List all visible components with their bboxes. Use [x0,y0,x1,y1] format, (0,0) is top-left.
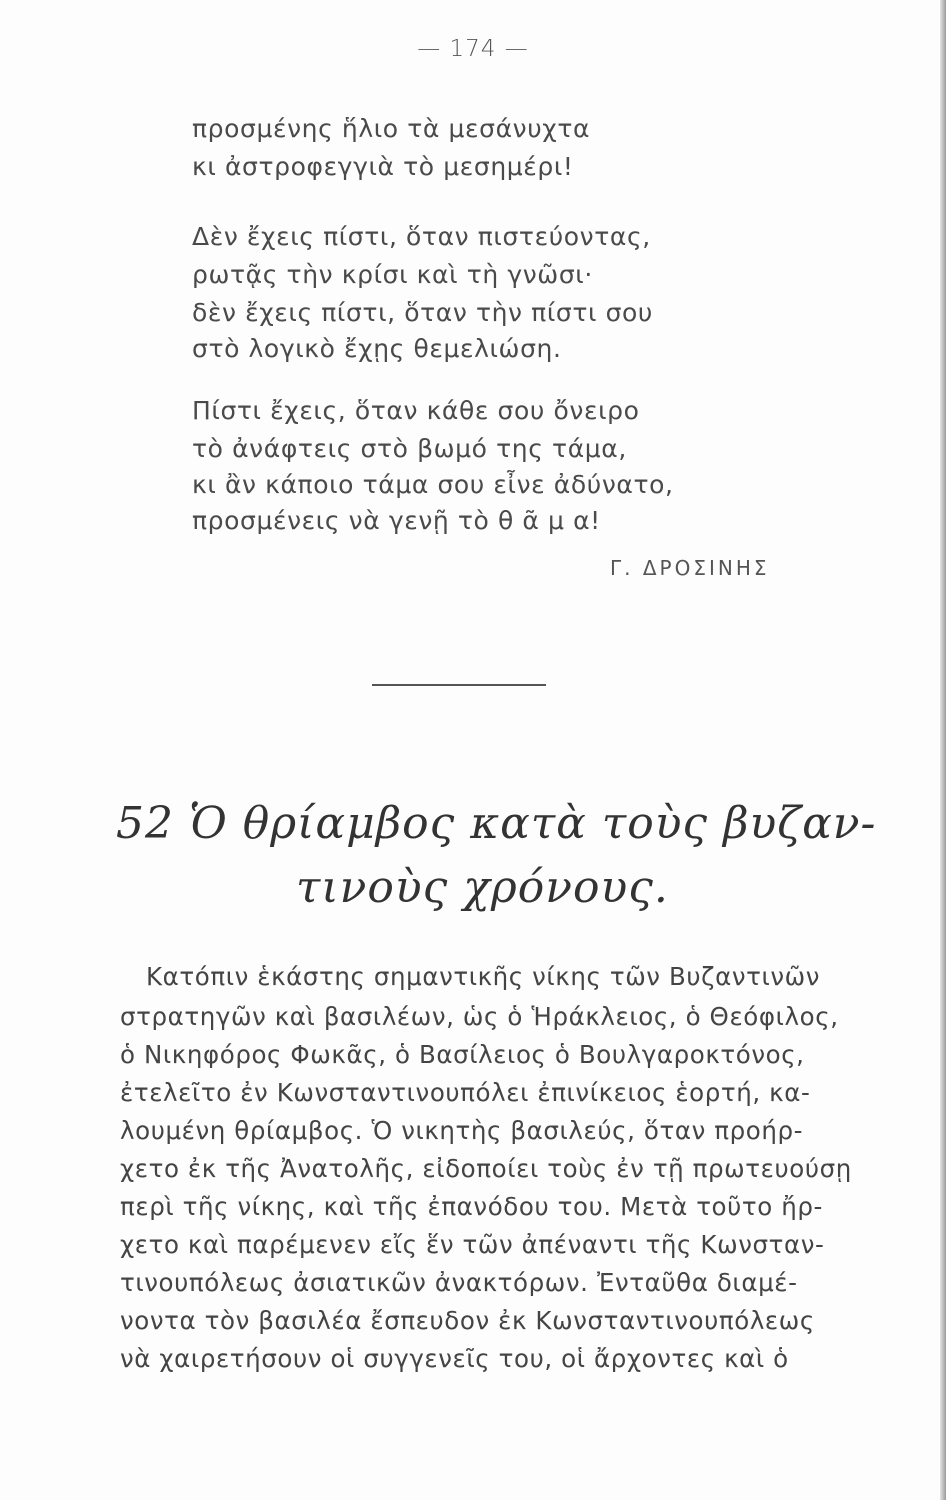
paragraph-line: νὰ χαιρετήσουν οἱ συγγενεῖς του, οἱ ἄρχοντες καὶ ὁ [120,1344,789,1373]
paragraph-line: χετο ἐκ τῆς Ἀνατολῆς, εἰδοποίει τοὺς ἐν τῇ πρωτευούσῃ [120,1154,852,1183]
paragraph-line: περὶ τῆς νίκης, καὶ τῆς ἐπανόδου του. Μετὰ τοῦτο ἤρ- [120,1192,823,1221]
paragraph-line: ὁ Νικηφόρος Φωκᾶς, ὁ Βασίλειος ὁ Βουλγαροκτόνος, [120,1040,805,1069]
poem-line: κι ἂν κάποιο τάμα σου εἶνε ἀδύνατο, [192,470,674,499]
poem-line: Πίστι ἔχεις, ὅταν κάθε σου ὄνειρο [192,396,640,425]
poem-line: ρωτᾷς τὴν κρίσι καὶ τὴ γνῶσι· [192,260,593,289]
paragraph-line: χετο καὶ παρέμενεν εἴς ἕν τῶν ἀπέναντι τῆς Κωνσταν- [120,1230,825,1259]
section-divider [372,684,546,686]
poem-line: προσμένεις νὰ γενῇ τὸ θ ᾶ μ α! [192,506,601,535]
poem-line: τὸ ἀνάφτεις στὸ βωμό της τάμα, [192,434,627,463]
poem-line: δὲν ἔχεις πίστι, ὅταν τὴν πίστι σου [192,298,653,327]
poem-author: Γ. ΔΡΟΣΙΝΗΣ [610,556,770,580]
paragraph-line: λουμένη θρίαμβος. Ὁ νικητὴς βασιλεύς, ὅταν προήρ- [120,1116,804,1145]
poem-line: προσμένης ἥλιο τὰ μεσάνυχτα [192,114,591,143]
poem-line: στὸ λογικὸ ἔχῃς θεμελιώση. [192,334,562,363]
paragraph-line: τινουπόλεως ἀσιατικῶν ἀνακτόρων. Ἐνταῦθα διαμέ- [120,1268,798,1297]
poem-line: κι ἀστροφεγγιὰ τὸ μεσημέρι! [192,152,574,181]
section-heading-line-1: 52 Ὁ θρίαμβος κατὰ τοὺς βυζαν- [116,798,877,849]
page-number: — 174 — [417,36,529,62]
poem-line: Δὲν ἔχεις πίστι, ὅταν πιστεύοντας, [192,222,651,251]
paragraph-line: νοντα τὸν βασιλέα ἔσπευδον ἐκ Κωνσταντινουπόλεως [120,1306,815,1335]
section-heading-line-2: τινοὺς χρόνους. [296,862,669,913]
paragraph-line: Κατόπιν ἑκάστης σημαντικῆς νίκης τῶν Βυζαντινῶν [146,962,821,991]
page-edge-shadow [940,0,946,1500]
paragraph-line: στρατηγῶν καὶ βασιλέων, ὡς ὁ Ἡράκλειος, ὁ Θεόφιλος, [120,1002,839,1031]
paragraph-line: ἐτελεῖτο ἐν Κωνσταντινουπόλει ἐπινίκειος ἑορτή, κα- [120,1078,811,1107]
